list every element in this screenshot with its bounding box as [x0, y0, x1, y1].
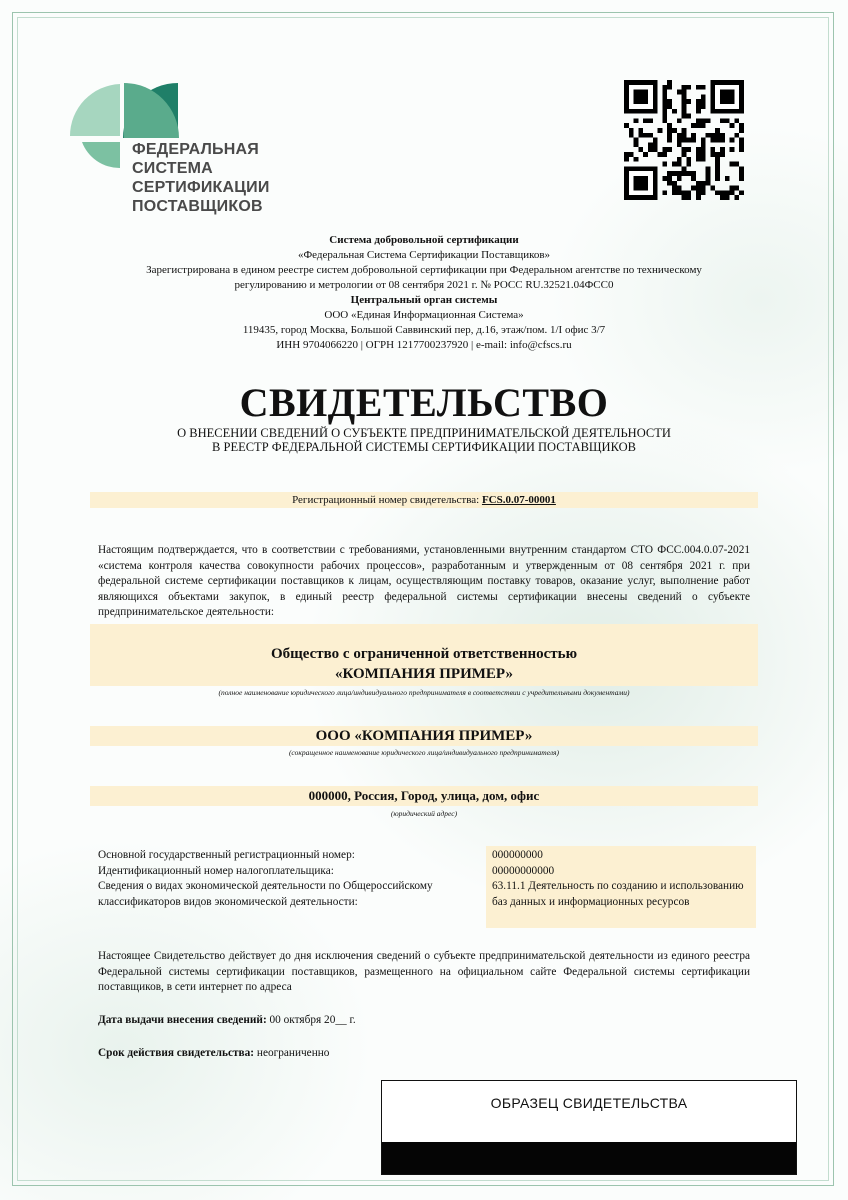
ogrn-label: Основной государственный регистрационный номер:: [98, 849, 355, 861]
company-address-note: (юридический адрес): [390, 809, 458, 818]
registration-number: FCS.0.07-00001: [481, 494, 556, 506]
validity-term: [98, 1047, 329, 1059]
subtitle-line-2: В РЕЕСТР ФЕДЕРАЛЬНОЙ СИСТЕМЫ СЕРТИФИКАЦИИ ПОСТАВЩИКОВ: [212, 440, 636, 454]
registration-label: Регистрационный номер свидетельства:: [292, 494, 480, 506]
header-registration-2: регулированию и метрологии от 08 сентября 2021 г. № РОСС RU.32521.04ФСС0: [234, 279, 614, 291]
header-block: [60, 233, 788, 353]
subtitle-line-1: О ВНЕСЕНИИ СВЕДЕНИЙ О СУБЪЕКТЕ ПРЕДПРИНИМАТЕЛЬСКОЙ ДЕЯТЕЛЬНОСТИ: [177, 426, 671, 440]
okved-label: Сведения о видах экономической деятельности по Общероссийскому классификаторов видов экономической деятельности:: [98, 880, 433, 908]
issue-date: [98, 1014, 356, 1026]
inn-value: 00000000000: [492, 864, 555, 877]
header-registration: Зарегистрирована в едином реестре систем добровольной сертификации при Федеральном агентстве по техническому: [146, 264, 702, 276]
sample-label: ОБРАЗЕЦ СВИДЕТЕЛЬСТВА: [490, 1095, 688, 1111]
intro-paragraph: Настоящим подтверждается, что в соответствии с требованиями, установленными внутренним стандартом СТО ФСС.004.0.07-2021 «система контроля качества совокупности рабочих процессов», разработанным и утвержденным от 08 сентября 2021 г. при федеральной системе сертификации поставщиков к лицам, осуществляющим поставку товаров, оказание услуг, выполнение работ являющихся объектами закупок, в единый реестр федеральной системы сертификации внесены сведений о субъекте предпринимательское деятельности:: [98, 544, 750, 618]
sample-black-bar: [382, 1142, 796, 1174]
company-short-note: (сокращенное наименование юридического лица/индивидуального предпринимателя): [288, 748, 560, 757]
issue-date-value: 00 октября 20__ г.: [269, 1014, 356, 1026]
details-values: [486, 846, 756, 928]
company-full-note: (полное наименование юридического лица/индивидуального предпринимателя в соответствии с учредительными документами): [218, 688, 630, 697]
inn-label: Идентификационный номер налогоплательщика:: [98, 864, 334, 877]
company-full-name-box: [90, 624, 758, 686]
subtitle: [0, 426, 848, 454]
header-system-title: «Федеральная Система Сертификации Поставщиков»: [297, 249, 551, 261]
company-full-line-1: Общество с ограниченной ответственностью: [270, 646, 578, 662]
details-labels: [98, 848, 438, 910]
header-system-name: Система добровольной сертификации: [329, 234, 519, 246]
company-short-name: ООО «КОМПАНИЯ ПРИМЕР»: [90, 726, 758, 746]
logo-line-1: ФЕДЕРАЛЬНАЯ: [132, 141, 259, 158]
validity-term-label: Срок действия свидетельства:: [98, 1047, 255, 1059]
header-org-name: ООО «Единая Информационная Система»: [324, 309, 524, 321]
header-address: 119435, город Москва, Большой Саввинский пер, д.16, этаж/пом. 1/I офис 3/7: [242, 324, 606, 336]
logo-line-2: СИСТЕМА: [132, 160, 213, 177]
qr-code-icon[interactable]: [624, 80, 744, 200]
company-address: 000000, Россия, Город, улица, дом, офис: [90, 786, 758, 806]
header-central-body: Центральный орган системы: [350, 294, 498, 306]
ogrn-value: 000000000: [492, 849, 543, 861]
logo-line-4: ПОСТАВЩИКОВ: [132, 198, 263, 215]
logo-line-3: СЕРТИФИКАЦИИ: [132, 179, 270, 196]
sample-stamp-box: [381, 1080, 797, 1175]
okved-value: 63.11.1 Деятельность по созданию и использованию баз данных и информационных ресурсов: [492, 880, 744, 908]
registration-bar: [90, 492, 758, 508]
page-title: СВИДЕТЕЛЬСТВО: [239, 380, 609, 425]
validity-term-value: неограниченно: [256, 1047, 330, 1059]
logo-text: [132, 140, 270, 216]
validity-paragraph: Настоящее Свидетельство действует до дня исключения сведений о субъекте предпринимательской деятельности из единого реестра Федеральной системы сертификации поставщиков, размещенного на официальном сайте Федеральной системы сертификации поставщиков, в сети интернет по адреса: [98, 950, 750, 993]
issue-date-label: Дата выдачи внесения сведений:: [98, 1014, 267, 1026]
header-contacts: ИНН 9704066220 | ОГРН 1217700237920 | e-mail: info@cfscs.ru: [276, 339, 572, 351]
company-full-line-2: «КОМПАНИЯ ПРИМЕР»: [335, 666, 513, 682]
